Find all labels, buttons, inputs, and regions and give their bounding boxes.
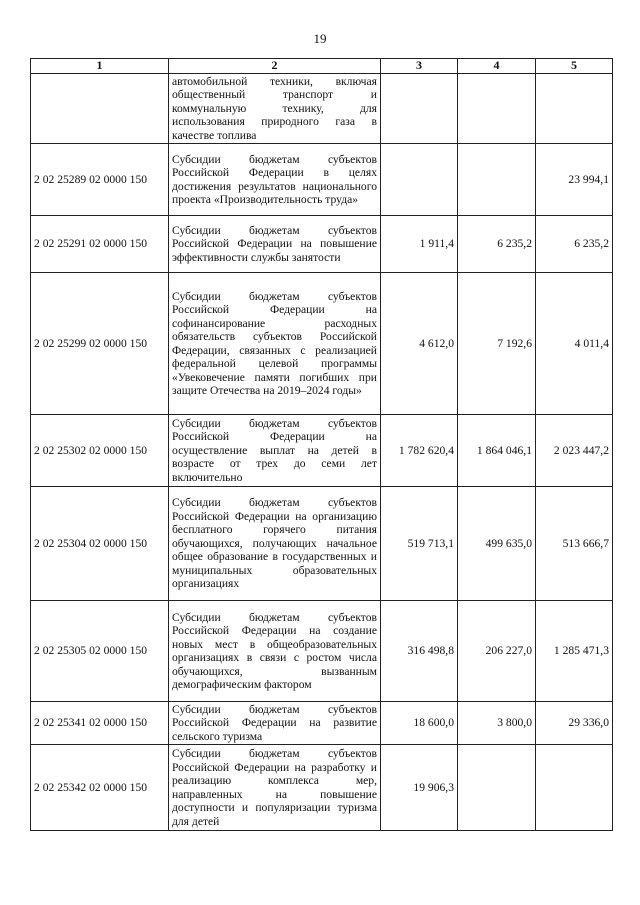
column-header: 4 <box>458 59 536 74</box>
row-description: Субсидии бюджетам субъектов Российской Федерации на повышение эффективности службы занятости <box>169 216 381 273</box>
row-description: Субсидии бюджетам субъектов Российской Федерации на осуществление выплат на детей в возрасте от трех до семи лет включительно <box>169 415 381 487</box>
value-col3: 19 906,3 <box>381 745 458 831</box>
table-row <box>31 745 613 831</box>
value-col5: 513 666,7 <box>536 487 613 601</box>
value-col5 <box>536 745 613 831</box>
value-col4 <box>458 74 536 144</box>
column-header: 3 <box>381 59 458 74</box>
value-col4: 3 800,0 <box>458 702 536 745</box>
value-col4: 7 192,6 <box>458 273 536 415</box>
value-col4: 499 635,0 <box>458 487 536 601</box>
budget-table <box>30 58 613 831</box>
budget-code: 2 02 25299 02 0000 150 <box>31 273 169 415</box>
value-col3: 1 911,4 <box>381 216 458 273</box>
page-number: 19 <box>313 31 327 46</box>
column-header: 5 <box>536 59 613 74</box>
value-col5: 29 336,0 <box>536 702 613 745</box>
table-row <box>31 273 613 415</box>
value-col4: 1 864 046,1 <box>458 415 536 487</box>
budget-code: 2 02 25341 02 0000 150 <box>31 702 169 745</box>
table-row <box>31 415 613 487</box>
value-col3: 4 612,0 <box>381 273 458 415</box>
row-description: Субсидии бюджетам субъектов Российской Федерации на создание новых мест в общеобразовательных организациях в связи с ростом числа обучающихся, вызванным демографическим фактором <box>169 601 381 702</box>
row-description: Субсидии бюджетам субъектов Российской Федерации на организацию бесплатного горячего питания обучающихся, получающих начальное общее образование в государственных и муниципальных образовательных организациях <box>169 487 381 601</box>
table-row <box>31 216 613 273</box>
value-col5: 2 023 447,2 <box>536 415 613 487</box>
value-col3 <box>381 144 458 216</box>
value-col5: 23 994,1 <box>536 144 613 216</box>
table-row <box>31 702 613 745</box>
table-row <box>31 144 613 216</box>
budget-code: 2 02 25289 02 0000 150 <box>31 144 169 216</box>
budget-code: 2 02 25342 02 0000 150 <box>31 745 169 831</box>
table-header-row <box>31 59 613 74</box>
budget-code: 2 02 25305 02 0000 150 <box>31 601 169 702</box>
value-col3: 18 600,0 <box>381 702 458 745</box>
table-row <box>31 74 613 144</box>
row-description: автомобильной техники, включая общественный транспорт и коммунальную технику, для использования природного газа в качестве топлива <box>169 74 381 144</box>
value-col3: 1 782 620,4 <box>381 415 458 487</box>
value-col4 <box>458 144 536 216</box>
budget-code: 2 02 25304 02 0000 150 <box>31 487 169 601</box>
column-header: 2 <box>169 59 381 74</box>
value-col3: 316 498,8 <box>381 601 458 702</box>
row-description: Субсидии бюджетам субъектов Российской Федерации на софинансирование расходных обязательств субъектов Российской Федерации, связанных с реализацией федеральной целевой программы «Увековечение памяти погибших при защите Отечества на 2019–2024 годы» <box>169 273 381 415</box>
budget-code: 2 02 25302 02 0000 150 <box>31 415 169 487</box>
value-col4: 6 235,2 <box>458 216 536 273</box>
value-col5: 6 235,2 <box>536 216 613 273</box>
row-description: Субсидии бюджетам субъектов Российской Федерации в целях достижения результатов национального проекта «Производительность труда» <box>169 144 381 216</box>
table-row <box>31 487 613 601</box>
value-col5 <box>536 74 613 144</box>
row-description: Субсидии бюджетам субъектов Российской Федерации на разработку и реализацию комплекса мер, направленных на повышение доступности и популяризации туризма для детей <box>169 745 381 831</box>
row-description: Субсидии бюджетам субъектов Российской Федерации на развитие сельского туризма <box>169 702 381 745</box>
value-col5: 4 011,4 <box>536 273 613 415</box>
value-col3: 519 713,1 <box>381 487 458 601</box>
budget-code: 2 02 25291 02 0000 150 <box>31 216 169 273</box>
value-col3 <box>381 74 458 144</box>
column-header: 1 <box>31 59 169 74</box>
value-col4: 206 227,0 <box>458 601 536 702</box>
budget-code <box>31 74 169 144</box>
value-col4 <box>458 745 536 831</box>
table-row <box>31 601 613 702</box>
value-col5: 1 285 471,3 <box>536 601 613 702</box>
